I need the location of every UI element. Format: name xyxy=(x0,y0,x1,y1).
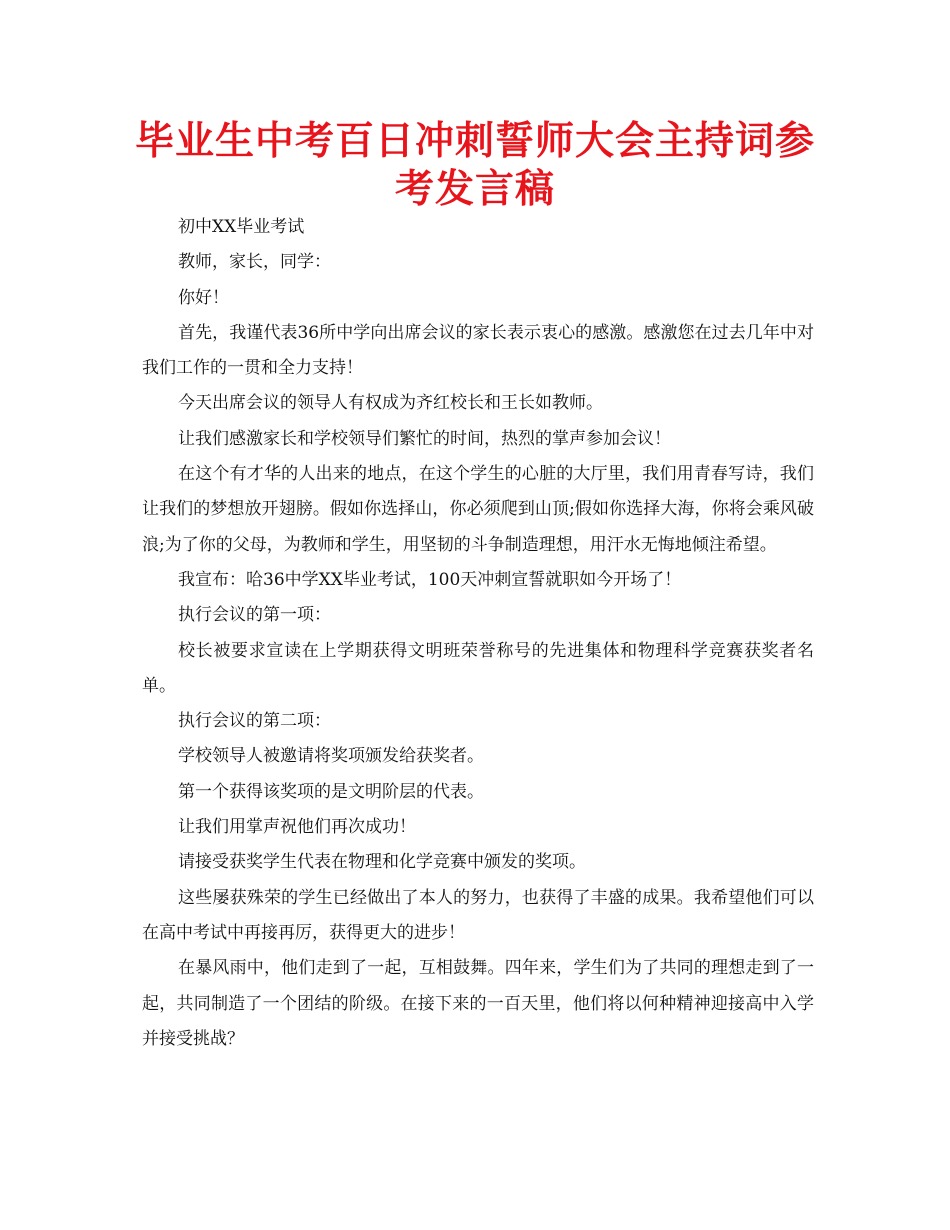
paragraph: 让我们感激家长和学校领导们繁忙的时间，热烈的掌声参加会议！ xyxy=(178,428,671,449)
paragraph: 你好！ xyxy=(178,287,229,308)
paragraph: 校长被要求宣读在上学期获得文明班荣誉称号的先进集体和物理科学竞赛获奖者名单。 xyxy=(142,640,814,696)
paragraph: 这些屡获殊荣的学生已经做出了本人的努力，也获得了丰盛的成果。我希望他们可以在高中考试中再接再厉，获得更大的进步！ xyxy=(142,887,814,943)
paragraph: 学校领导人被邀请将奖项颁发给获奖者。 xyxy=(178,746,484,767)
paragraph: 让我们用掌声祝他们再次成功！ xyxy=(178,817,416,838)
paragraph: 执行会议的第二项： xyxy=(178,711,331,732)
paragraph: 请接受获奖学生代表在物理和化学竞赛中颁发的奖项。 xyxy=(178,852,586,873)
paragraph: 在这个有才华的人出来的地点，在这个学生的心脏的大厅里，我们用青春写诗，我们让我们的梦想放开翅膀。假如你选择山，你必须爬到山顶;假如你选择大海，你将会乘风破浪;为了你的父母，为教师和学生，用坚韧的斗争制造理想，用汗水无悔地倾注希望。 xyxy=(142,464,814,555)
paragraph: 初中XX毕业考试 xyxy=(178,217,305,237)
paragraph: 执行会议的第一项： xyxy=(178,605,331,626)
paragraph: 我宣布：哈36中学XX毕业考试，100天冲刺宣誓就职如今开场了！ xyxy=(178,569,682,590)
paragraph: 第一个获得该奖项的是文明阶层的代表。 xyxy=(178,781,484,802)
paragraph: 在暴风雨中，他们走到了一起，互相鼓舞。四年来，学生们为了共同的理想走到了一起，共同制造了一个团结的阶级。在接下来的一百天里，他们将以何种精神迎接高中入学并接受挑战？ xyxy=(142,958,814,1049)
paragraph: 教师，家长，同学： xyxy=(178,252,331,273)
document-title: 毕业生中考百日冲刺誓师大会主持词参考发言稿 xyxy=(134,119,815,212)
paragraph: 今天出席会议的领导人有权成为齐红校长和王长如教师。 xyxy=(178,393,603,414)
document-body xyxy=(142,210,814,1057)
paragraph: 首先，我谨代表36所中学向出席会议的家长表示衷心的感激。感激您在过去几年中对我们工作的一贯和全力支持！ xyxy=(142,322,814,379)
